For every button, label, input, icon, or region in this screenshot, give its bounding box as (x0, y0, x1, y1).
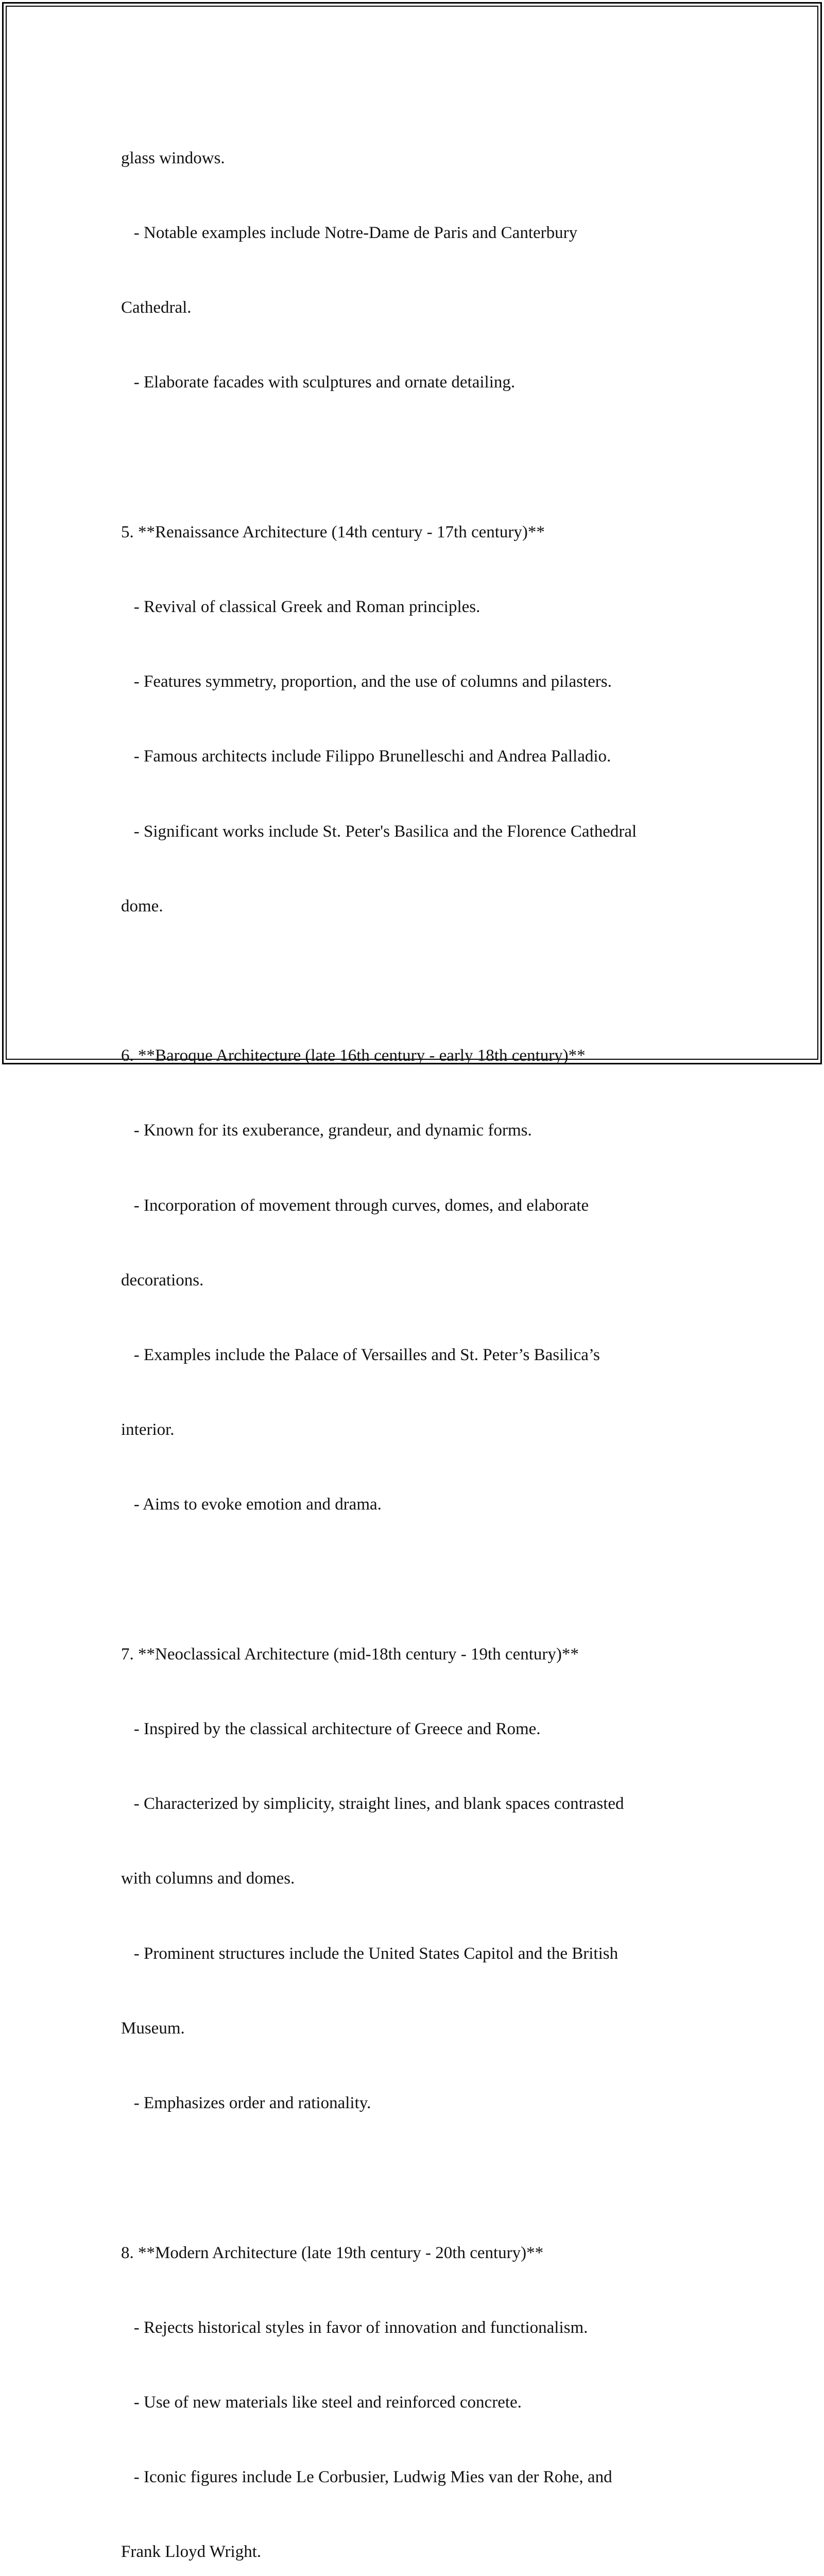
blank-line (121, 2165, 713, 2190)
text-line: - Examples include the Palace of Versailles and St. Peter’s Basilica’s (121, 1346, 600, 1365)
text-line: - Aims to evoke emotion and drama. (121, 1495, 382, 1514)
document-body (121, 96, 713, 2576)
blank-line (121, 1567, 713, 1592)
text-line: interior. (121, 1420, 175, 1439)
text-line: dome. (121, 896, 163, 916)
blank-line (121, 445, 713, 470)
text-line: Cathedral. (121, 298, 192, 317)
blank-line (121, 969, 713, 993)
section-heading-baroque: 6. **Baroque Architecture (late 16th century - early 18th century)** (121, 1046, 586, 1065)
text-line: glass windows. (121, 148, 225, 167)
text-line: - Significant works include St. Peter's Basilica and the Florence Cathedral (121, 822, 637, 841)
text-line: - Inspired by the classical architecture of Greece and Rome. (121, 1720, 541, 1739)
text-line: - Use of new materials like steel and reinforced concrete. (121, 2393, 522, 2412)
text-line: Museum. (121, 2019, 185, 2038)
text-line: - Revival of classical Greek and Roman principles. (121, 598, 480, 617)
text-line: - Notable examples include Notre-Dame de Paris and Canterbury (121, 224, 578, 243)
text-line: - Known for its exuberance, grandeur, and dynamic forms. (121, 1121, 532, 1140)
text-line: - Rejects historical styles in favor of innovation and functionalism. (121, 2318, 588, 2337)
text-line: - Incorporation of movement through curves, domes, and elaborate (121, 1196, 589, 1215)
section-heading-neoclassical: 7. **Neoclassical Architecture (mid-18th century - 19th century)** (121, 1645, 579, 1664)
text-line: with columns and domes. (121, 1869, 295, 1888)
text-line: - Famous architects include Filippo Brunelleschi and Andrea Palladio. (121, 747, 611, 766)
text-line: - Features symmetry, proportion, and the use of columns and pilasters. (121, 672, 612, 691)
section-heading-modern: 8. **Modern Architecture (late 19th century - 20th century)** (121, 2243, 544, 2262)
text-line: - Prominent structures include the United States Capitol and the British (121, 1944, 619, 1963)
text-line: - Characterized by simplicity, straight lines, and blank spaces contrasted (121, 1794, 624, 1814)
section-heading-renaissance: 5. **Renaissance Architecture (14th century - 17th century)** (121, 522, 545, 541)
text-line: decorations. (121, 1270, 204, 1290)
text-line: Frank Lloyd Wright. (121, 2543, 262, 2562)
text-line: - Emphasizes order and rationality. (121, 2094, 371, 2113)
text-line: - Elaborate facades with sculptures and ornate detailing. (121, 373, 516, 392)
text-line: - Iconic figures include Le Corbusier, Ludwig Mies van der Rohe, and (121, 2468, 612, 2487)
